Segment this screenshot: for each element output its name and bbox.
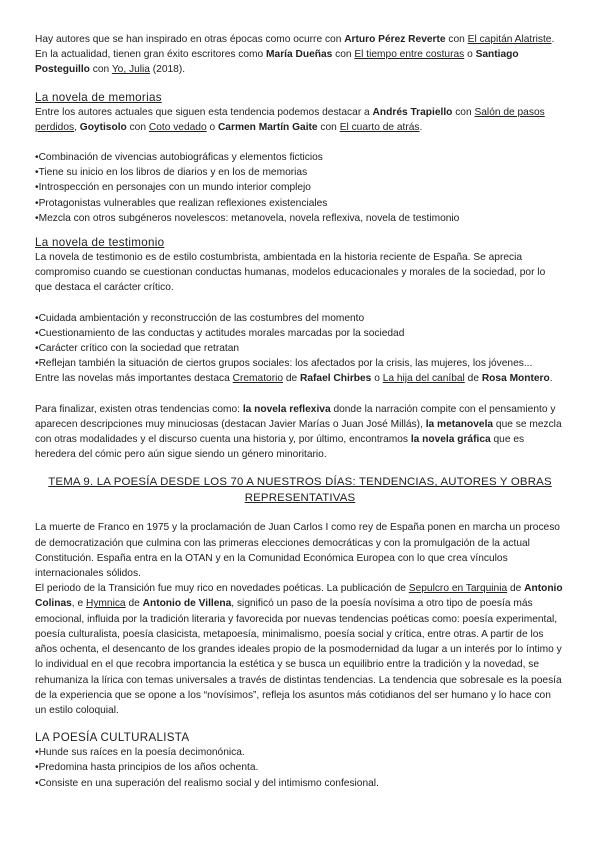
testimonio-bullet-list <box>35 311 565 372</box>
author-name: Santiago Posteguillo <box>35 49 519 76</box>
tema-paragraph-1: La muerte de Franco en 1975 y la proclamación de Juan Carlos I como rey de España ponen en marcha un proceso de democratización que culmina con las primeras elecciones democráticas y con la promulgación de la actual Constitución. España entra en la OTAN y en la Comunidad Económica Europea con lo que crea vínculos internacionales sólidos. <box>35 522 560 580</box>
document-page <box>35 32 565 791</box>
author-name: Rafael Chirbes <box>300 373 372 385</box>
list-item: • Protagonistas vulnerables que realizan reflexiones existenciales <box>35 196 565 211</box>
list-item: • Carácter crítico con la sociedad que retratan <box>35 341 565 356</box>
work-title: El capitán Alatriste <box>467 34 552 45</box>
tema-paragraph-2: El periodo de la Transición fue muy rico en novedades poéticas. La publicación de Sepulcro en Tarquinia de Antonio Colinas, e Hymnica de Antonio de Villena, significó un paso de la poesía novísima a otro tipo de poesía más emocional, influida por la tradición literaria y favorecida por nuevas tendencias poéticas como: poesía experimental, poesía culturalista, poesía clasicista, metapoesía, minimalismo, poesía social y crítica, entre otras. A partir de los años ochenta, el desencanto de los grandes ideales propio de la posmodernidad da lugar a un interés por lo íntimo y lo individual en el que recobra importancia la estética y se busca un equilibrio entre la tradición y la novedad, se rehumaniza la lírica con temas universales a través de distintas tendencias. La tendencia que sobresale es la poesía de la experiencia que se opone a los “novísimos”, refleja los asuntos más cotidianos del ser humano y lo hace con un estilo coloquial. <box>35 583 563 716</box>
list-item: • Hunde sus raíces en la poesía decimonónica. <box>35 745 565 760</box>
work-title: Hymnica <box>85 598 126 610</box>
work-title: Coto vedado <box>148 121 207 133</box>
list-item: • Cuestionamiento de las conductas y actitudes morales marcadas por la sociedad <box>35 326 565 341</box>
author-name: Antonio Colinas <box>35 583 563 610</box>
section-heading-testimonio: La novela de testimonio <box>35 236 165 250</box>
memorias-bullet-list <box>35 150 565 226</box>
tendency-name: la novela reflexiva <box>242 403 331 415</box>
work-title: El tiempo entre costuras <box>354 49 465 61</box>
work-title: Crematorio <box>232 373 284 385</box>
tendency-name: la novela gráfica <box>410 434 491 446</box>
list-item: • Consiste en una superación del realismo social y del intimismo confesional. <box>35 776 565 791</box>
author-name: María Dueñas <box>266 49 333 61</box>
list-item: • Combinación de vivencias autobiográficas y elementos ficticios <box>35 150 565 165</box>
work-title: Sepulcro en Tarquinia <box>408 583 508 595</box>
list-item: • Introspección en personajes con un mundo interior complejo <box>35 180 565 195</box>
author-name: Andrés Trapiello <box>372 106 453 118</box>
list-item: • Mezcla con otros subgéneros novelescos: metanovela, novela reflexiva, novela de testimonio <box>35 211 565 226</box>
section-heading-memorias: La novela de memorias <box>35 90 162 104</box>
work-title: Yo, Julia <box>111 64 150 76</box>
section-heading-culturalista: LA POESÍA CULTURALISTA <box>35 731 190 745</box>
author-name: Arturo Pérez Reverte <box>344 34 446 45</box>
work-title: La hija del caníbal <box>382 373 465 385</box>
intro-paragraph: Hay autores que se han inspirado en otras épocas como ocurre con Arturo Pérez Reverte con El capitán Alatriste. En la actualidad, tienen gran éxito escritores como María Dueñas con El tiempo entre costuras o Santiago Posteguillo con Yo, Julia (2018). <box>35 34 555 76</box>
testimonio-paragraph: La novela de testimonio es de estilo costumbrista, ambientada en la historia reciente de España. Se aprecia compromiso cuando se cuestionan conductas humanas, modelos educacionales y morales de la sociedad, por lo que destaca el carácter crítico. <box>35 252 546 294</box>
list-item: • Tiene su inicio en los libros de diarios y en los de memorias <box>35 165 565 180</box>
culturalista-bullet-list <box>35 745 565 791</box>
author-name: Goytisolo <box>79 121 127 133</box>
list-item: • Predomina hasta principios de los años ochenta. <box>35 760 565 775</box>
memorias-paragraph: Entre los autores actuales que siguen esta tendencia podemos destacar a Andrés Trapiello con Salón de pasos perdidos, Goytisolo con Coto vedado o Carmen Martín Gaite con El cuarto de atrás. <box>35 106 545 133</box>
author-name: Antonio de Villena <box>142 598 232 610</box>
work-title: El cuarto de atrás <box>339 121 420 133</box>
list-item: • Reflejan también la situación de ciertos grupos sociales: los afectados por la crisis, las mujeres, los jóvenes... <box>35 356 565 371</box>
testimonio-works-paragraph: Entre las novelas más importantes destaca Crematorio de Rafael Chirbes o La hija del caníbal de Rosa Montero. <box>35 373 553 385</box>
topic-title: TEMA 9. LA POESÍA DESDE LOS 70 A NUESTROS DÍAS: TENDENCIAS, AUTORES Y OBRAS REPRESENTATIVAS <box>48 476 552 504</box>
final-paragraph: Para finalizar, existen otras tendencias como: la novela reflexiva donde la narración compite con el pensamiento y aparecen descripciones muy minuciosas (destacan Javier Marías o Juan José Millás), la metanovela que se mezcla con otras modalidades y el discurso cuenta una historia y, por último, encontramos la novela gráfica que es heredera del cómic pero aún sigue siendo un género minoritario. <box>35 403 562 461</box>
list-item: • Cuidada ambientación y reconstrucción de las costumbres del momento <box>35 311 565 326</box>
author-name: Rosa Montero <box>481 373 550 385</box>
tendency-name: la metanovela <box>425 418 494 430</box>
author-name: Carmen Martín Gaite <box>217 121 318 133</box>
work-title: Salón de pasos perdidos <box>35 106 545 133</box>
